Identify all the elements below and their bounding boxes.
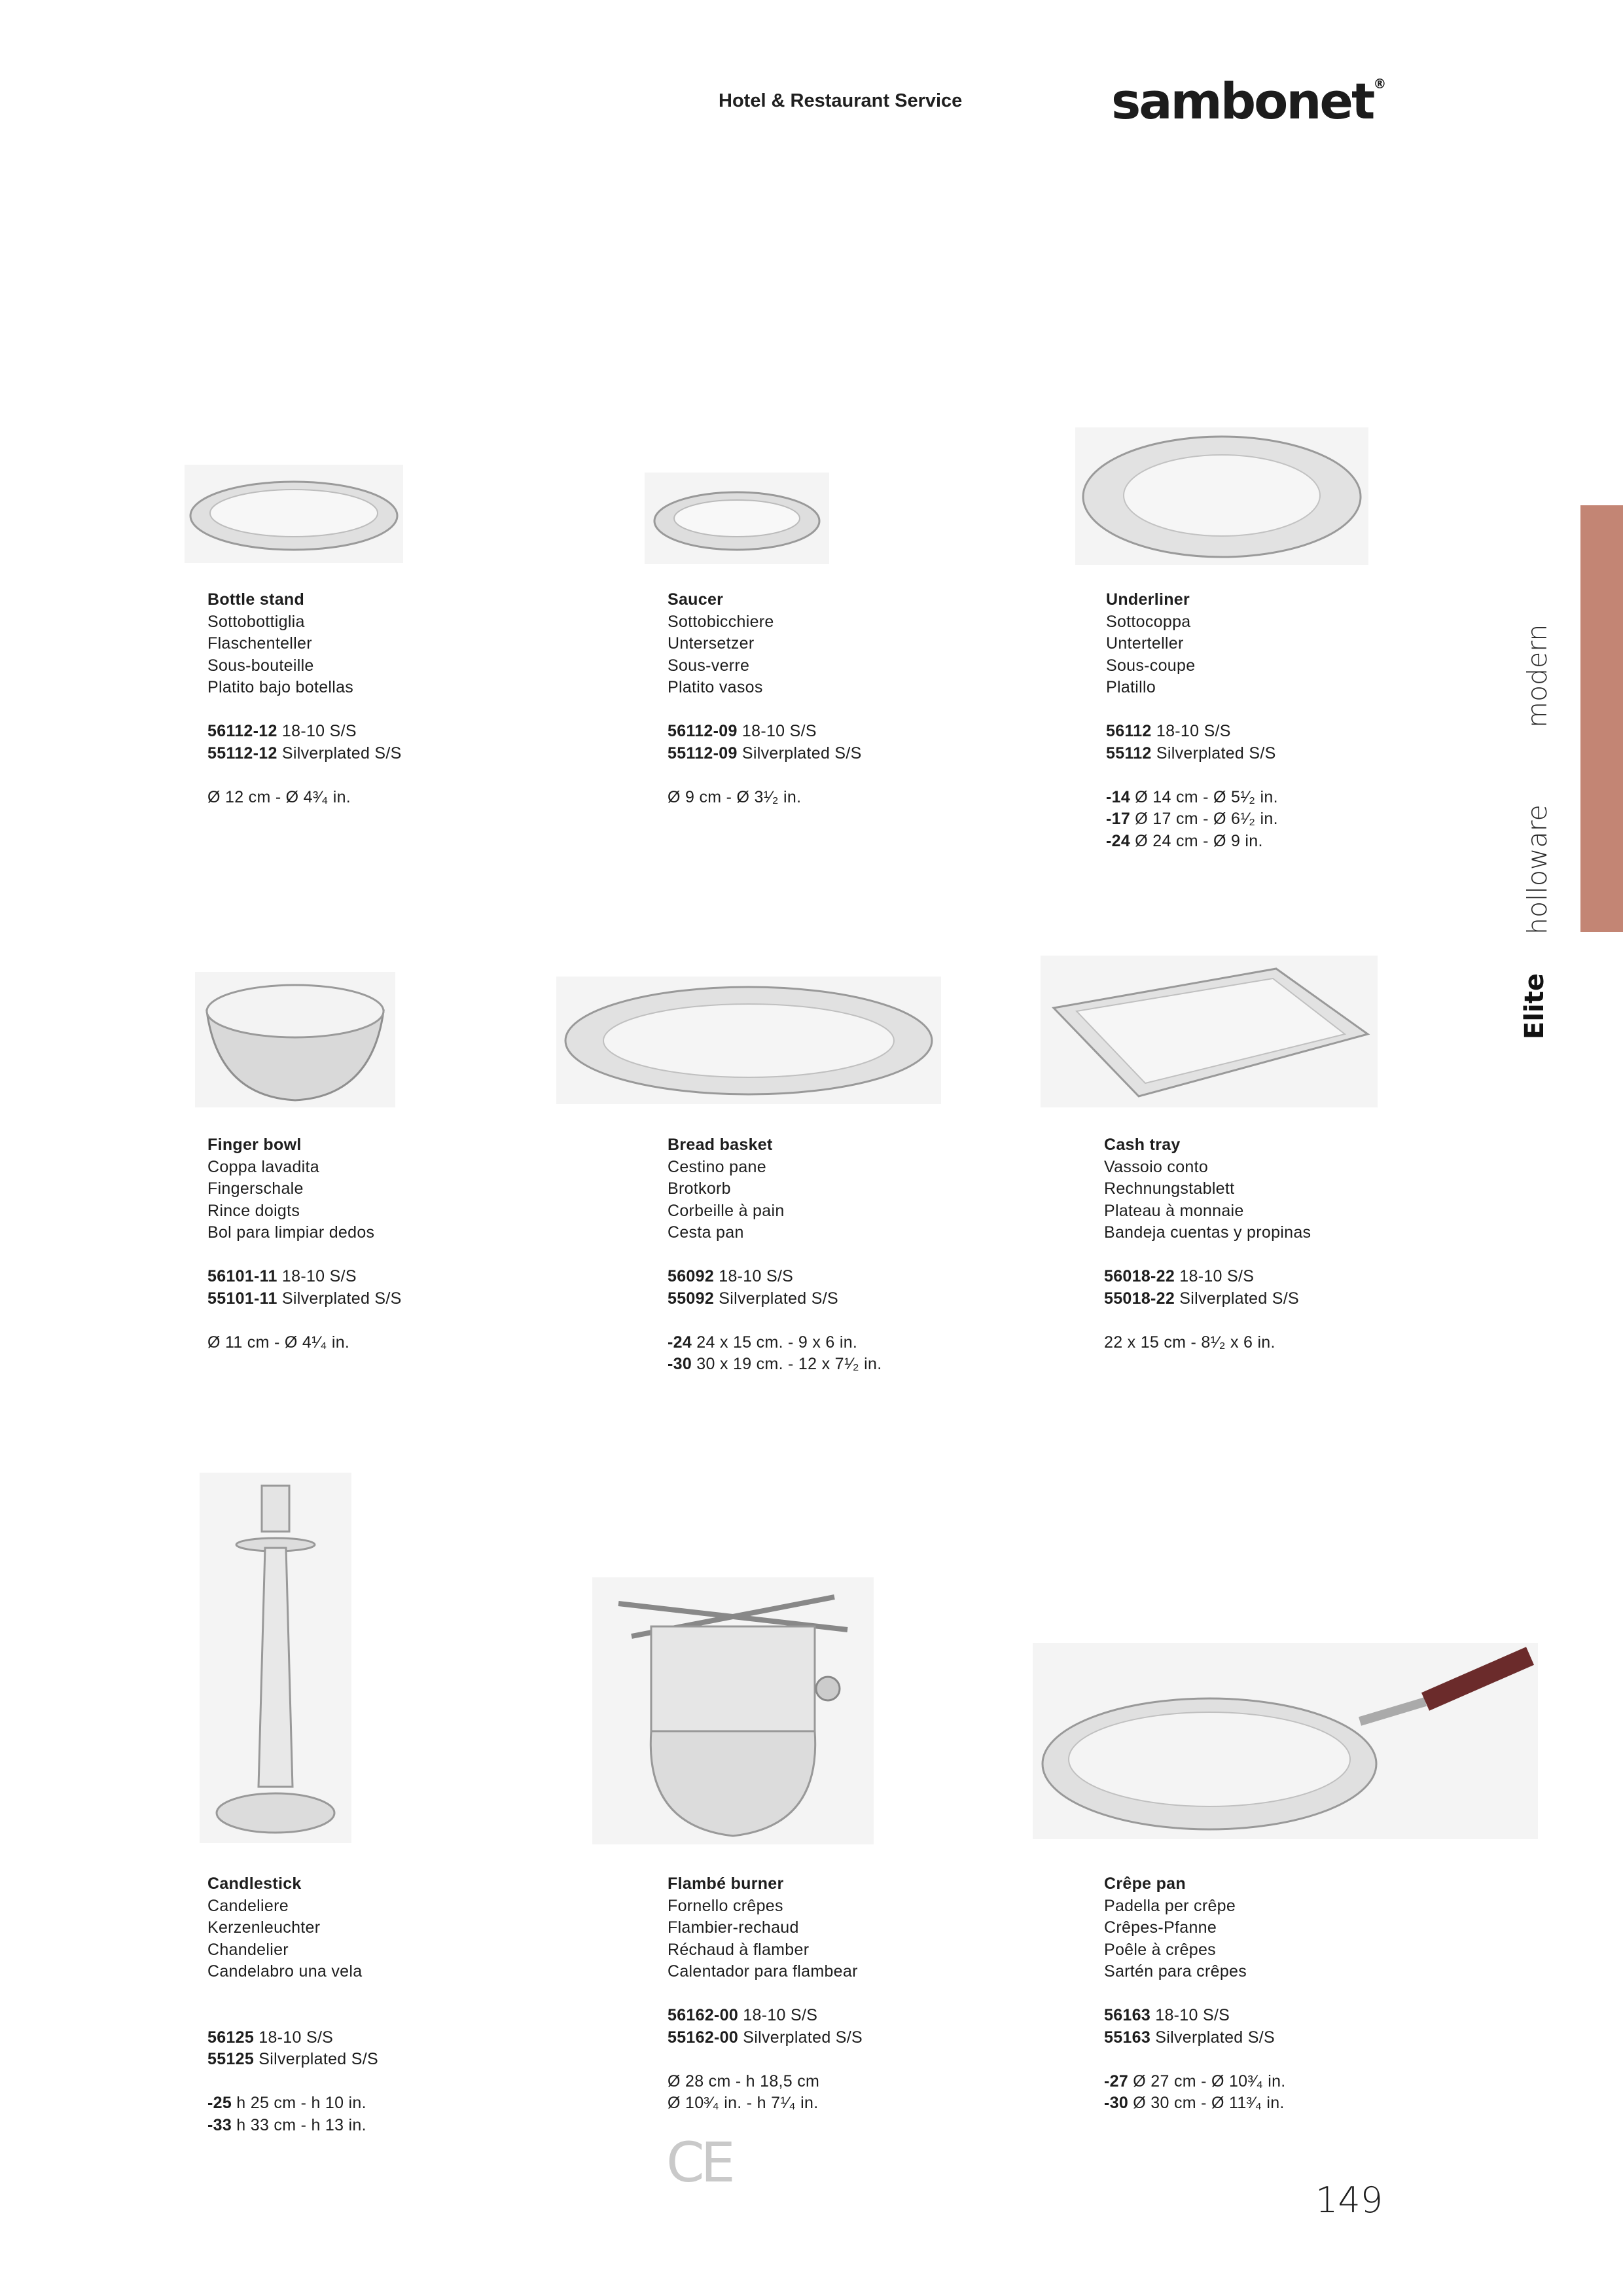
- product-size-code: -27: [1104, 2072, 1129, 2090]
- product-name-translation: Bandeja cuentas y propinas: [1104, 1223, 1311, 1242]
- product-size-text: Ø 27 cm - Ø 10³⁄₄ in.: [1128, 2072, 1286, 2090]
- product-code-text: 18-10 S/S: [738, 2006, 818, 2024]
- product-size-code: -14: [1106, 787, 1131, 806]
- product-block: [668, 589, 862, 808]
- product-code: [1104, 1266, 1311, 1288]
- product-code-text: 18-10 S/S: [1151, 722, 1231, 740]
- product-code-code: 56163: [1104, 2006, 1151, 2024]
- product-name-translation: Crêpes-Pfanne: [1104, 1918, 1217, 1937]
- product-name-translation: Candeliere: [207, 1896, 289, 1915]
- product-name-translation: Rechnungstablett: [1104, 1179, 1235, 1198]
- product-size: [668, 2071, 863, 2093]
- flambe-burner-image: [592, 1577, 874, 1844]
- product-code: [207, 1288, 402, 1310]
- product-code-text: Silverplated S/S: [277, 744, 402, 762]
- product-size: [1104, 2071, 1286, 2093]
- product-size-text: h 25 cm - h 10 in.: [232, 2094, 366, 2112]
- product-code-text: Silverplated S/S: [254, 2050, 378, 2068]
- product-code: [668, 1266, 882, 1288]
- page-number: 149: [1315, 2179, 1383, 2221]
- product-size: [1104, 1332, 1311, 1354]
- product-block: [1104, 1873, 1286, 2115]
- product-name-translation: Fornello crêpes: [668, 1896, 783, 1915]
- ce-mark: CE: [666, 2130, 732, 2195]
- product-name-translation: Flaschenteller: [207, 634, 312, 653]
- side-label-elite: Elite: [1520, 973, 1550, 1039]
- product-code-code: 56125: [207, 2028, 255, 2047]
- product-code-code: 55112-12: [207, 744, 277, 762]
- product-code-text: 18-10 S/S: [254, 2028, 334, 2047]
- brand-logo: [1111, 72, 1384, 130]
- product-code: [207, 1266, 402, 1288]
- bottle-stand-image: [185, 465, 403, 563]
- product-title: Flambé burner: [668, 1874, 784, 1893]
- product-code-code: 55125: [207, 2050, 255, 2068]
- product-name-translation: Sottocoppa: [1106, 612, 1191, 631]
- product-name-translation: Untersetzer: [668, 634, 755, 653]
- product-block: [668, 1134, 882, 1376]
- product-code-code: 56112-12: [207, 722, 277, 740]
- product-block: [1104, 1134, 1311, 1354]
- product-size-text: Ø 11 cm - Ø 4¹⁄₄ in.: [207, 1333, 350, 1352]
- product-name-translation: Flambier-rechaud: [668, 1918, 799, 1937]
- product-code-text: 18-10 S/S: [277, 722, 357, 740]
- product-title: Candlestick: [207, 1874, 302, 1893]
- product-code-text: 18-10 S/S: [277, 1267, 357, 1285]
- product-size-text: Ø 30 cm - Ø 11³⁄₄ in.: [1128, 2094, 1285, 2112]
- product-code-code: 55112: [1106, 744, 1152, 762]
- product-block: [668, 1873, 863, 2115]
- product-title: Bread basket: [668, 1136, 773, 1154]
- candlestick-image: [200, 1473, 351, 1843]
- product-size-text: 22 x 15 cm - 8¹⁄₂ x 6 in.: [1104, 1333, 1275, 1352]
- product-code-text: Silverplated S/S: [1150, 2028, 1275, 2047]
- product-code-text: 18-10 S/S: [714, 1267, 794, 1285]
- product-block: [1106, 589, 1278, 852]
- product-name-translation: Poêle à crêpes: [1104, 1940, 1216, 1959]
- product-title: Cash tray: [1104, 1136, 1181, 1154]
- product-code: [1106, 743, 1278, 765]
- product-code-text: 18-10 S/S: [737, 722, 817, 740]
- section-tab: [1580, 505, 1623, 932]
- product-name-translation: Sous-bouteille: [207, 656, 314, 675]
- product-size: [668, 787, 862, 809]
- product-code-text: Silverplated S/S: [277, 1289, 402, 1308]
- product-block: [207, 1134, 402, 1354]
- product-size: [207, 2092, 378, 2115]
- product-block: [207, 1873, 378, 2136]
- product-size: [668, 2092, 863, 2115]
- product-name-translation: Rince doigts: [207, 1201, 300, 1220]
- product-code: [668, 2027, 863, 2049]
- product-size: [1104, 2092, 1286, 2115]
- product-code: [668, 743, 862, 765]
- product-size-text: Ø 14 cm - Ø 5¹⁄₂ in.: [1130, 787, 1278, 806]
- product-size: [1106, 787, 1278, 809]
- product-title: Crêpe pan: [1104, 1874, 1186, 1893]
- product-name-translation: Plateau à monnaie: [1104, 1201, 1244, 1220]
- product-size-text: Ø 12 cm - Ø 4³⁄₄ in.: [207, 787, 351, 806]
- product-size-code: -24: [1106, 831, 1131, 850]
- product-size-code: -30: [668, 1355, 692, 1373]
- product-code-code: 56162-00: [668, 2006, 739, 2024]
- product-size: [668, 1354, 882, 1376]
- product-code-text: Silverplated S/S: [738, 2028, 863, 2047]
- finger-bowl-image: [195, 972, 395, 1107]
- product-size: [207, 1332, 402, 1354]
- product-code-code: 56018-22: [1104, 1267, 1175, 1285]
- brand-name: sambonet: [1111, 72, 1374, 130]
- product-name-translation: Bol para limpiar dedos: [207, 1223, 375, 1242]
- header-title: Hotel & Restaurant Service: [719, 90, 963, 111]
- product-code-code: 55162-00: [668, 2028, 739, 2047]
- product-code: [207, 2027, 378, 2049]
- product-name-translation: Sottobicchiere: [668, 612, 774, 631]
- product-size-text: Ø 17 cm - Ø 6¹⁄₂ in.: [1130, 810, 1278, 828]
- product-code: [207, 721, 402, 743]
- product-name-translation: Kerzenleuchter: [207, 1918, 321, 1937]
- product-code-code: 55112-09: [668, 744, 738, 762]
- product-code-text: Silverplated S/S: [1175, 1289, 1299, 1308]
- product-code-code: 55163: [1104, 2028, 1151, 2047]
- product-name-translation: Platillo: [1106, 678, 1156, 696]
- product-code: [1104, 2027, 1286, 2049]
- product-code-code: 55092: [668, 1289, 715, 1308]
- product-name-translation: Platito bajo botellas: [207, 678, 354, 696]
- product-name-translation: Calentador para flambear: [668, 1962, 858, 1981]
- product-code-code: 56092: [668, 1267, 715, 1285]
- product-code: [668, 1288, 882, 1310]
- cash-tray-image: [1041, 956, 1378, 1107]
- underliner-image: [1075, 427, 1368, 565]
- product-code: [1104, 2005, 1286, 2027]
- product-code-text: Silverplated S/S: [714, 1289, 838, 1308]
- product-name-translation: Unterteller: [1106, 634, 1184, 653]
- product-code: [1106, 721, 1278, 743]
- product-size-text: Ø 9 cm - Ø 3¹⁄₂ in.: [668, 787, 802, 806]
- product-title: Finger bowl: [207, 1136, 302, 1154]
- crepe-pan-image: [1033, 1643, 1538, 1839]
- product-code: [207, 2049, 378, 2071]
- product-name-translation: Sous-coupe: [1106, 656, 1196, 675]
- product-size-text: h 33 cm - h 13 in.: [232, 2115, 366, 2134]
- product-name-translation: Réchaud à flamber: [668, 1940, 810, 1959]
- product-code-code: 55018-22: [1104, 1289, 1175, 1308]
- product-size-text: Ø 28 cm - h 18,5 cm: [668, 2072, 820, 2090]
- product-size-code: -24: [668, 1333, 692, 1352]
- product-name-translation: Candelabro una vela: [207, 1962, 363, 1981]
- product-name-translation: Coppa lavadita: [207, 1157, 319, 1176]
- product-size: [1106, 831, 1278, 853]
- side-label-modern: modern: [1522, 624, 1553, 728]
- product-code-text: 18-10 S/S: [1175, 1267, 1255, 1285]
- registered-mark: ®: [1373, 76, 1385, 92]
- product-title: Saucer: [668, 590, 724, 609]
- product-name-translation: Cestino pane: [668, 1157, 766, 1176]
- product-size-text: Ø 10³⁄₄ in. - h 7¹⁄₄ in.: [668, 2094, 819, 2112]
- product-size-text: 24 x 15 cm. - 9 x 6 in.: [692, 1333, 858, 1352]
- product-size: [207, 2115, 378, 2137]
- product-size: [668, 1332, 882, 1354]
- product-size-code: -17: [1106, 810, 1131, 828]
- product-name-translation: Fingerschale: [207, 1179, 304, 1198]
- product-title: Underliner: [1106, 590, 1190, 609]
- product-name-translation: Sottobottiglia: [207, 612, 305, 631]
- product-code-code: 55101-11: [207, 1289, 277, 1308]
- product-name-translation: Brotkorb: [668, 1179, 731, 1198]
- saucer-image: [645, 473, 829, 564]
- product-name-translation: Sous-verre: [668, 656, 750, 675]
- product-code: [1104, 1288, 1311, 1310]
- product-title: Bottle stand: [207, 590, 305, 609]
- product-size-code: -33: [207, 2115, 232, 2134]
- product-name-translation: Chandelier: [207, 1940, 289, 1959]
- product-size: [1106, 808, 1278, 831]
- product-size-code: -30: [1104, 2094, 1129, 2112]
- product-code-code: 56112: [1106, 722, 1152, 740]
- product-size-text: Ø 24 cm - Ø 9 in.: [1130, 831, 1263, 850]
- product-size-text: 30 x 19 cm. - 12 x 7¹⁄₂ in.: [692, 1355, 882, 1373]
- product-name-translation: Corbeille à pain: [668, 1201, 785, 1220]
- product-name-translation: Sartén para crêpes: [1104, 1962, 1247, 1981]
- product-code-text: Silverplated S/S: [1151, 744, 1276, 762]
- product-name-translation: Cesta pan: [668, 1223, 744, 1242]
- product-size-code: -25: [207, 2094, 232, 2112]
- product-block: [207, 589, 402, 808]
- product-name-translation: Platito vasos: [668, 678, 763, 696]
- bread-basket-image: [556, 977, 941, 1104]
- side-label-holloware: holloware: [1522, 804, 1553, 935]
- product-name-translation: Vassoio conto: [1104, 1157, 1209, 1176]
- product-code-code: 56101-11: [207, 1267, 277, 1285]
- product-code: [668, 721, 862, 743]
- product-code-code: 56112-09: [668, 722, 738, 740]
- product-code-text: 18-10 S/S: [1150, 2006, 1230, 2024]
- product-size: [207, 787, 402, 809]
- product-code: [668, 2005, 863, 2027]
- product-name-translation: Padella per crêpe: [1104, 1896, 1236, 1915]
- product-code-text: Silverplated S/S: [737, 744, 862, 762]
- product-code: [207, 743, 402, 765]
